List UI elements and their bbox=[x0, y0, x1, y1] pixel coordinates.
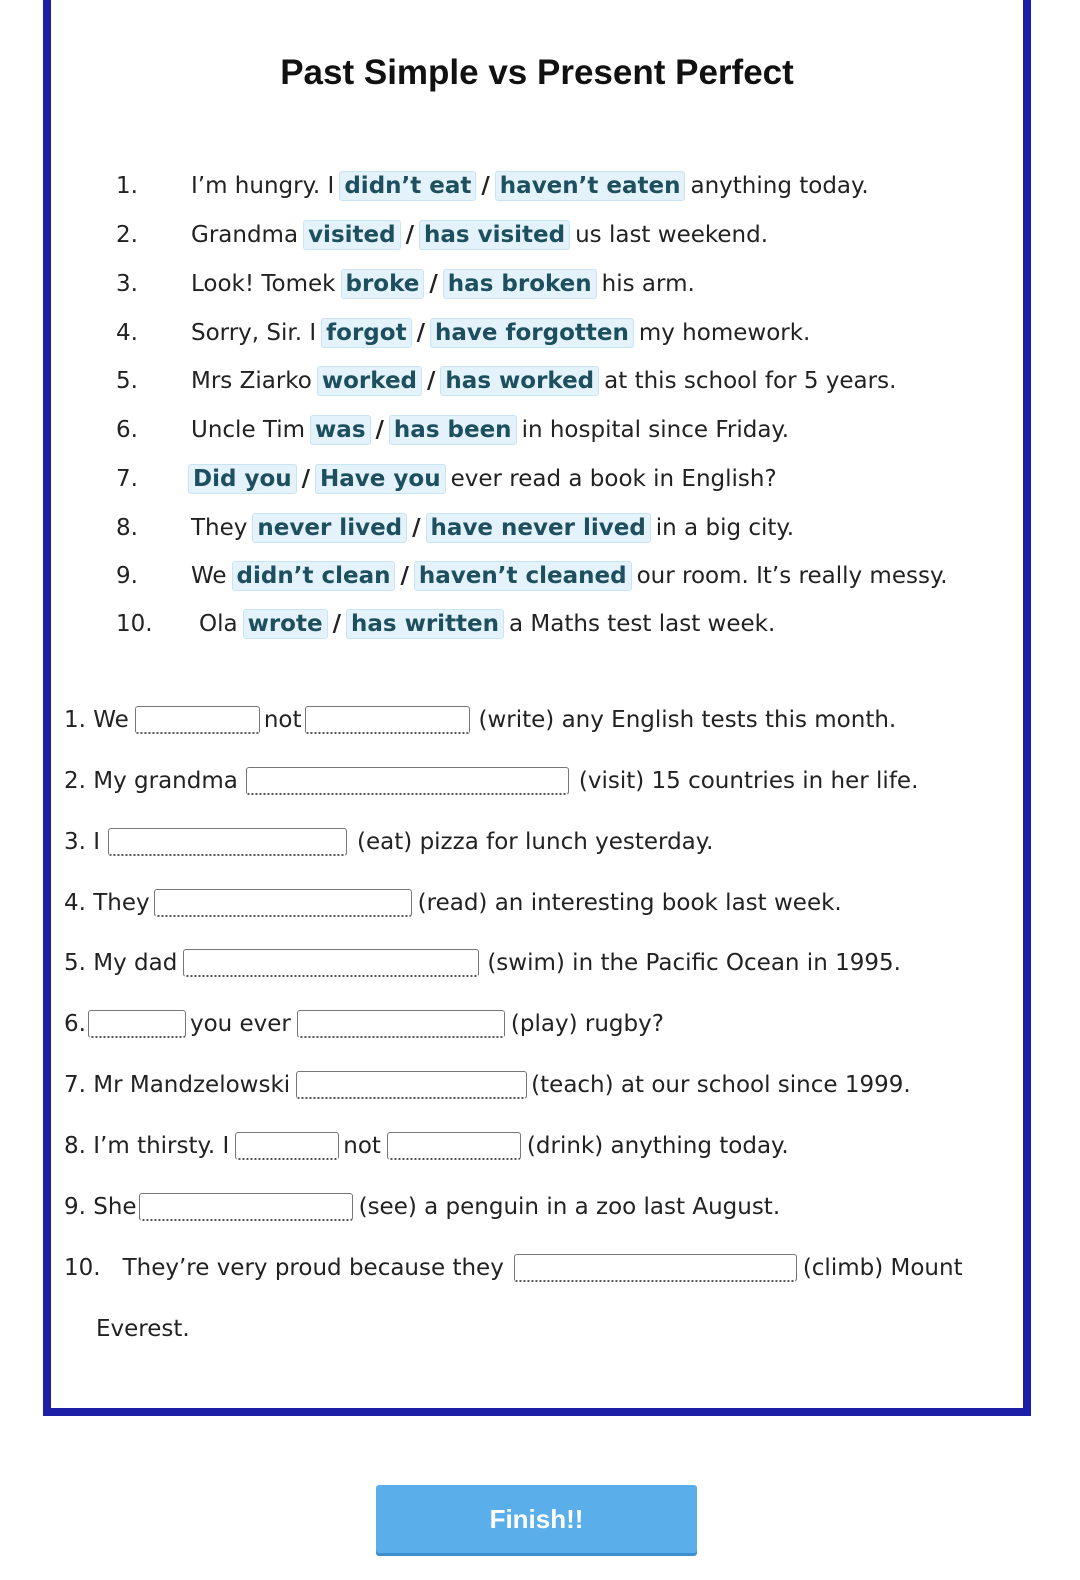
sentence-start: Uncle Tim bbox=[191, 417, 306, 443]
row-text: (drink) anything today. bbox=[526, 1133, 789, 1159]
option-past-simple[interactable]: visited bbox=[303, 220, 401, 250]
option-present-perfect[interactable]: has written bbox=[346, 609, 504, 639]
option-past-simple[interactable]: forgot bbox=[321, 318, 411, 348]
choice-row bbox=[0, 459, 1080, 499]
choice-row bbox=[0, 166, 1080, 206]
sentence-start: Mrs Ziarko bbox=[191, 368, 312, 394]
option-separator: / bbox=[375, 417, 384, 443]
item-number: 10. bbox=[116, 611, 153, 637]
row-text: 10. bbox=[64, 1255, 101, 1281]
sentence-start: We bbox=[191, 563, 227, 589]
answer-input[interactable] bbox=[235, 1132, 339, 1160]
choice-row bbox=[0, 410, 1080, 450]
fill-row-2 bbox=[20, 759, 918, 803]
option-past-simple[interactable]: didn’t eat bbox=[339, 171, 476, 201]
answer-input[interactable] bbox=[387, 1132, 521, 1160]
sentence-start: Look! Tomek bbox=[191, 271, 336, 297]
answer-input[interactable] bbox=[139, 1193, 353, 1221]
fill-row-7 bbox=[20, 1063, 911, 1107]
choice-row bbox=[0, 361, 1080, 401]
option-present-perfect[interactable]: has worked bbox=[440, 366, 599, 396]
sentence-end: his arm. bbox=[601, 271, 695, 297]
fill-row-6 bbox=[20, 1002, 664, 1046]
option-separator: / bbox=[416, 320, 425, 346]
option-separator: / bbox=[481, 173, 490, 199]
row-text: (climb) Mount bbox=[802, 1255, 963, 1281]
answer-input[interactable] bbox=[514, 1254, 797, 1282]
choice-sentence bbox=[188, 415, 792, 445]
answer-input[interactable] bbox=[135, 706, 260, 734]
item-number: 2. bbox=[116, 222, 138, 248]
fill-row-3 bbox=[20, 820, 713, 864]
row-text: 5. My dad bbox=[64, 950, 178, 976]
choice-sentence bbox=[188, 513, 797, 543]
sentence-start: I’m hungry. I bbox=[191, 173, 335, 199]
choice-row bbox=[0, 215, 1080, 255]
option-present-perfect[interactable]: has broken bbox=[443, 269, 597, 299]
item-number: 4. bbox=[116, 320, 138, 346]
sentence-end: in a big city. bbox=[655, 515, 795, 541]
finish-button[interactable]: Finish!! bbox=[376, 1485, 697, 1553]
row-text: (swim) in the Pacific Ocean in 1995. bbox=[487, 950, 901, 976]
row-text: not bbox=[263, 707, 302, 733]
option-past-simple[interactable]: broke bbox=[341, 269, 425, 299]
option-present-perfect[interactable]: have never lived bbox=[426, 513, 651, 543]
choice-sentence bbox=[188, 366, 899, 396]
option-past-simple[interactable]: never lived bbox=[252, 513, 407, 543]
page-title: Past Simple vs Present Perfect bbox=[280, 53, 794, 92]
answer-input[interactable] bbox=[296, 1071, 527, 1099]
option-present-perfect[interactable]: Have you bbox=[315, 464, 446, 494]
row-text: 9. She bbox=[64, 1194, 137, 1220]
fill-row-9 bbox=[20, 1185, 780, 1229]
item-number: 8. bbox=[116, 515, 138, 541]
fill-row-4 bbox=[20, 881, 842, 925]
sentence-end: in hospital since Friday. bbox=[521, 417, 790, 443]
item-number: 5. bbox=[116, 368, 138, 394]
row-text: not bbox=[343, 1133, 381, 1159]
option-separator: / bbox=[412, 515, 421, 541]
option-separator: / bbox=[332, 611, 341, 637]
row-text: 2. My grandma bbox=[64, 768, 238, 794]
choice-row bbox=[0, 604, 1080, 644]
item-number: 3. bbox=[116, 271, 138, 297]
answer-input[interactable] bbox=[154, 889, 412, 917]
choice-sentence bbox=[180, 464, 780, 494]
sentence-start: They bbox=[191, 515, 248, 541]
option-present-perfect[interactable]: have forgotten bbox=[430, 318, 634, 348]
row-text: (write) any English tests this month. bbox=[478, 707, 897, 733]
sentence-end: us last weekend. bbox=[575, 222, 769, 248]
choice-sentence bbox=[188, 220, 771, 250]
item-number: 6. bbox=[116, 417, 138, 443]
answer-input[interactable] bbox=[183, 949, 479, 977]
option-present-perfect[interactable]: has been bbox=[389, 415, 517, 445]
row-text: They’re very proud because they bbox=[122, 1255, 504, 1281]
sentence-end: ever read a book in English? bbox=[450, 466, 777, 492]
fill-row-8 bbox=[20, 1124, 789, 1168]
option-past-simple[interactable]: didn’t clean bbox=[232, 561, 396, 591]
item-number: 9. bbox=[116, 563, 138, 589]
option-present-perfect[interactable]: haven’t cleaned bbox=[414, 561, 632, 591]
choice-sentence bbox=[196, 609, 778, 639]
row-text: (see) a penguin in a zoo last August. bbox=[358, 1194, 781, 1220]
row-text: (eat) pizza for lunch yesterday. bbox=[357, 829, 714, 855]
row-text: 4. They bbox=[64, 890, 150, 916]
row-text: Everest. bbox=[96, 1316, 190, 1342]
answer-input[interactable] bbox=[246, 767, 569, 795]
sentence-end: anything today. bbox=[690, 173, 869, 199]
sentence-end: a Maths test last week. bbox=[509, 611, 776, 637]
choice-row bbox=[0, 556, 1080, 596]
answer-input[interactable] bbox=[108, 828, 347, 856]
row-text: you ever bbox=[189, 1011, 291, 1037]
choice-sentence bbox=[188, 561, 951, 591]
sentence-end: at this school for 5 years. bbox=[604, 368, 897, 394]
fill-row-10-continued bbox=[20, 1307, 190, 1351]
row-text: 6. bbox=[64, 1011, 86, 1037]
sentence-start: Ola bbox=[199, 611, 238, 637]
option-separator: / bbox=[427, 368, 436, 394]
option-separator: / bbox=[429, 271, 438, 297]
row-text: 1. We bbox=[64, 707, 129, 733]
fill-row-1 bbox=[20, 698, 896, 742]
option-separator: / bbox=[301, 466, 311, 492]
option-separator: / bbox=[405, 222, 414, 248]
row-text: (play) rugby? bbox=[510, 1011, 664, 1037]
row-text: (read) an interesting book last week. bbox=[417, 890, 842, 916]
row-text: 3. I bbox=[64, 829, 101, 855]
row-text: (visit) 15 countries in her life. bbox=[578, 768, 919, 794]
option-past-simple[interactable]: Did you bbox=[188, 464, 297, 494]
fill-row-5 bbox=[20, 941, 901, 985]
option-present-perfect[interactable]: has visited bbox=[419, 220, 570, 250]
sentence-start: Sorry, Sir. I bbox=[191, 320, 317, 346]
option-past-simple[interactable]: worked bbox=[317, 366, 422, 396]
row-text: 7. Mr Mandzelowski bbox=[64, 1072, 291, 1098]
item-number: 7. bbox=[116, 466, 138, 492]
option-past-simple[interactable]: was bbox=[310, 415, 370, 445]
item-number: 1. bbox=[116, 173, 138, 199]
sentence-end: my homework. bbox=[638, 320, 811, 346]
choice-row bbox=[0, 508, 1080, 548]
sentence-end: our room. It’s really messy. bbox=[636, 563, 948, 589]
choice-row bbox=[0, 313, 1080, 353]
option-separator: / bbox=[400, 563, 409, 589]
answer-input[interactable] bbox=[88, 1010, 186, 1038]
choice-sentence bbox=[188, 171, 872, 201]
sentence-start: Grandma bbox=[191, 222, 299, 248]
answer-input[interactable] bbox=[305, 706, 470, 734]
option-past-simple[interactable]: wrote bbox=[243, 609, 328, 639]
row-text: 8. I’m thirsty. I bbox=[64, 1133, 230, 1159]
fill-row-10 bbox=[20, 1246, 963, 1290]
choice-sentence bbox=[188, 269, 698, 299]
row-text: (teach) at our school since 1999. bbox=[531, 1072, 911, 1098]
option-present-perfect[interactable]: haven’t eaten bbox=[495, 171, 686, 201]
choice-sentence bbox=[188, 318, 813, 348]
answer-input[interactable] bbox=[297, 1010, 505, 1038]
choice-row bbox=[0, 264, 1080, 304]
